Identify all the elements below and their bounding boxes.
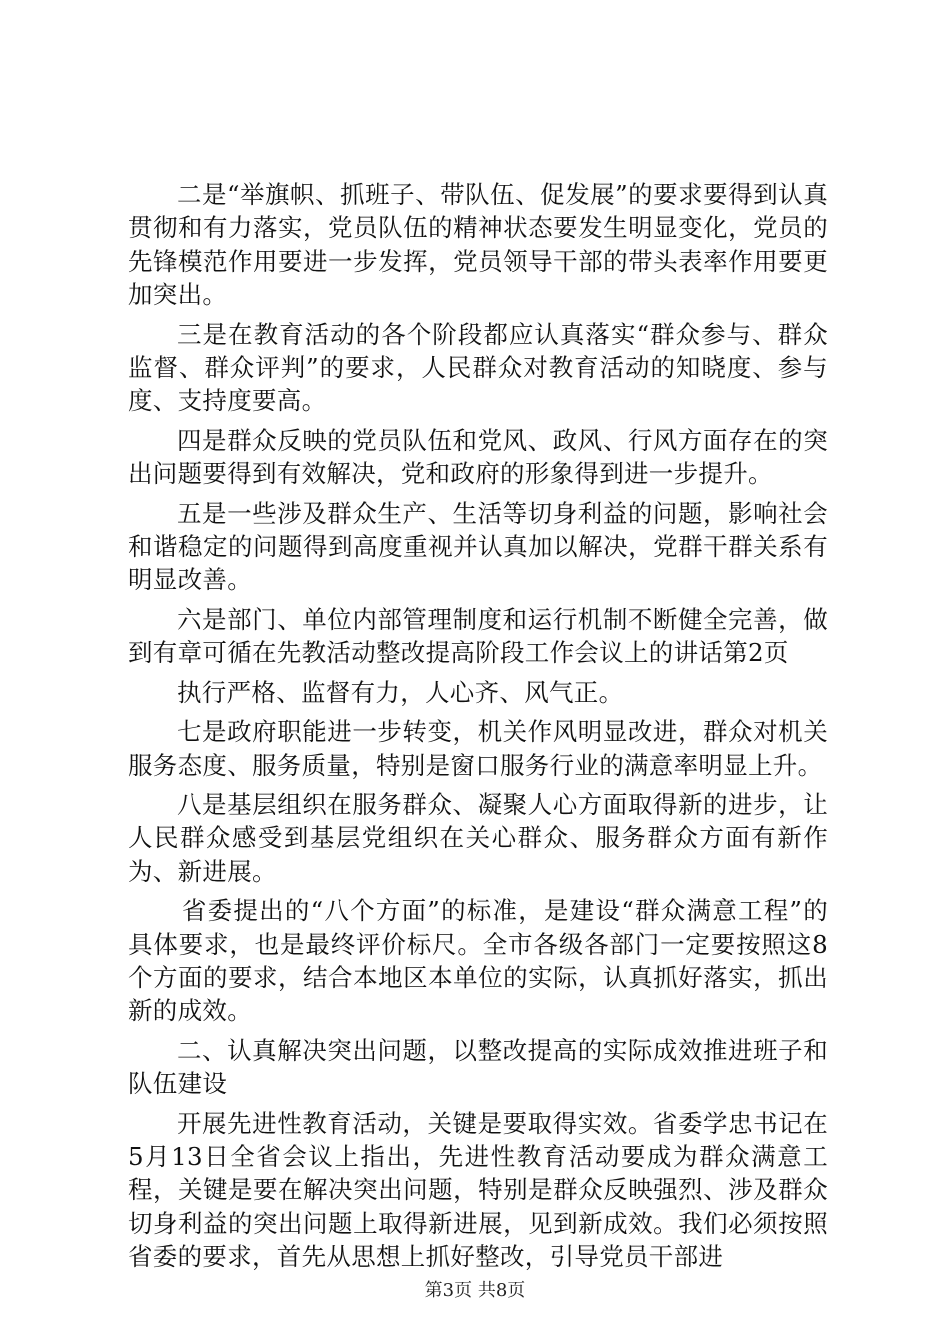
paragraph-standards-summary: 省委提出的“八个方面”的标准，是建设“群众满意工程”的具体要求，也是最终评价标尺。全市各级各部门一定要按照这8个方面的要求，结合本地区本单位的实际，认真抓好落实，抓出新的成效。 <box>128 896 828 1026</box>
paragraph-8: 八是基层组织在服务群众、凝聚人心方面取得新的进步，让人民群众感受到基层党组织在关心群众、服务群众方面有新作为、新进展。 <box>128 789 828 886</box>
paragraph-5: 五是一些涉及群众生产、生活等切身利益的问题，影响社会和谐稳定的问题得到高度重视并认真加以解决，党群干群关系有明显改善。 <box>128 498 828 595</box>
paragraph-3: 三是在教育活动的各个阶段都应认真落实“群众参与、群众监督、群众评判”的要求，人民群众对教育活动的知晓度、参与度、支持度要高。 <box>128 319 828 416</box>
paragraph-6: 六是部门、单位内部管理制度和运行机制不断健全完善，做到有章可循在先教活动整改提高阶段工作会议上的讲话第2页 <box>128 604 828 668</box>
paragraph-6-continued: 执行严格、监督有力，人心齐、风气正。 <box>177 677 624 707</box>
paragraph-2: 二是“举旗帜、抓班子、带队伍、促发展”的要求要得到认真贯彻和有力落实，党员队伍的精神状态要发生明显变化，党员的先锋模范作用要进一步发挥，党员领导干部的带头表率作用要更加突出。 <box>128 180 828 310</box>
page-footer: 第3页 共8页 <box>424 1280 526 1301</box>
document-body <box>128 178 828 1280</box>
paragraph-7: 七是政府职能进一步转变，机关作风明显改进，群众对机关服务态度、服务质量，特别是窗口服务行业的满意率明显上升。 <box>128 717 828 780</box>
section-heading-two: 二、认真解决突出问题，以整改提高的实际成效推进班子和队伍建设 <box>128 1035 828 1099</box>
paragraph-section-two-body: 开展先进性教育活动，关键是要取得实效。省委学忠书记在5月13日全省会议上指出，先进性教育活动要成为群众满意工程，关键是要在解决突出问题，特别是群众反映强烈、涉及群众切身利益的突出问题上取得新进展，见到新成效。我们必须按照省委的要求，首先从思想上抓好整改，引导党员干部进 <box>128 1108 828 1272</box>
paragraph-4: 四是群众反映的党员队伍和党风、政风、行风方面存在的突出问题要得到有效解决，党和政府的形象得到进一步提升。 <box>128 425 828 489</box>
